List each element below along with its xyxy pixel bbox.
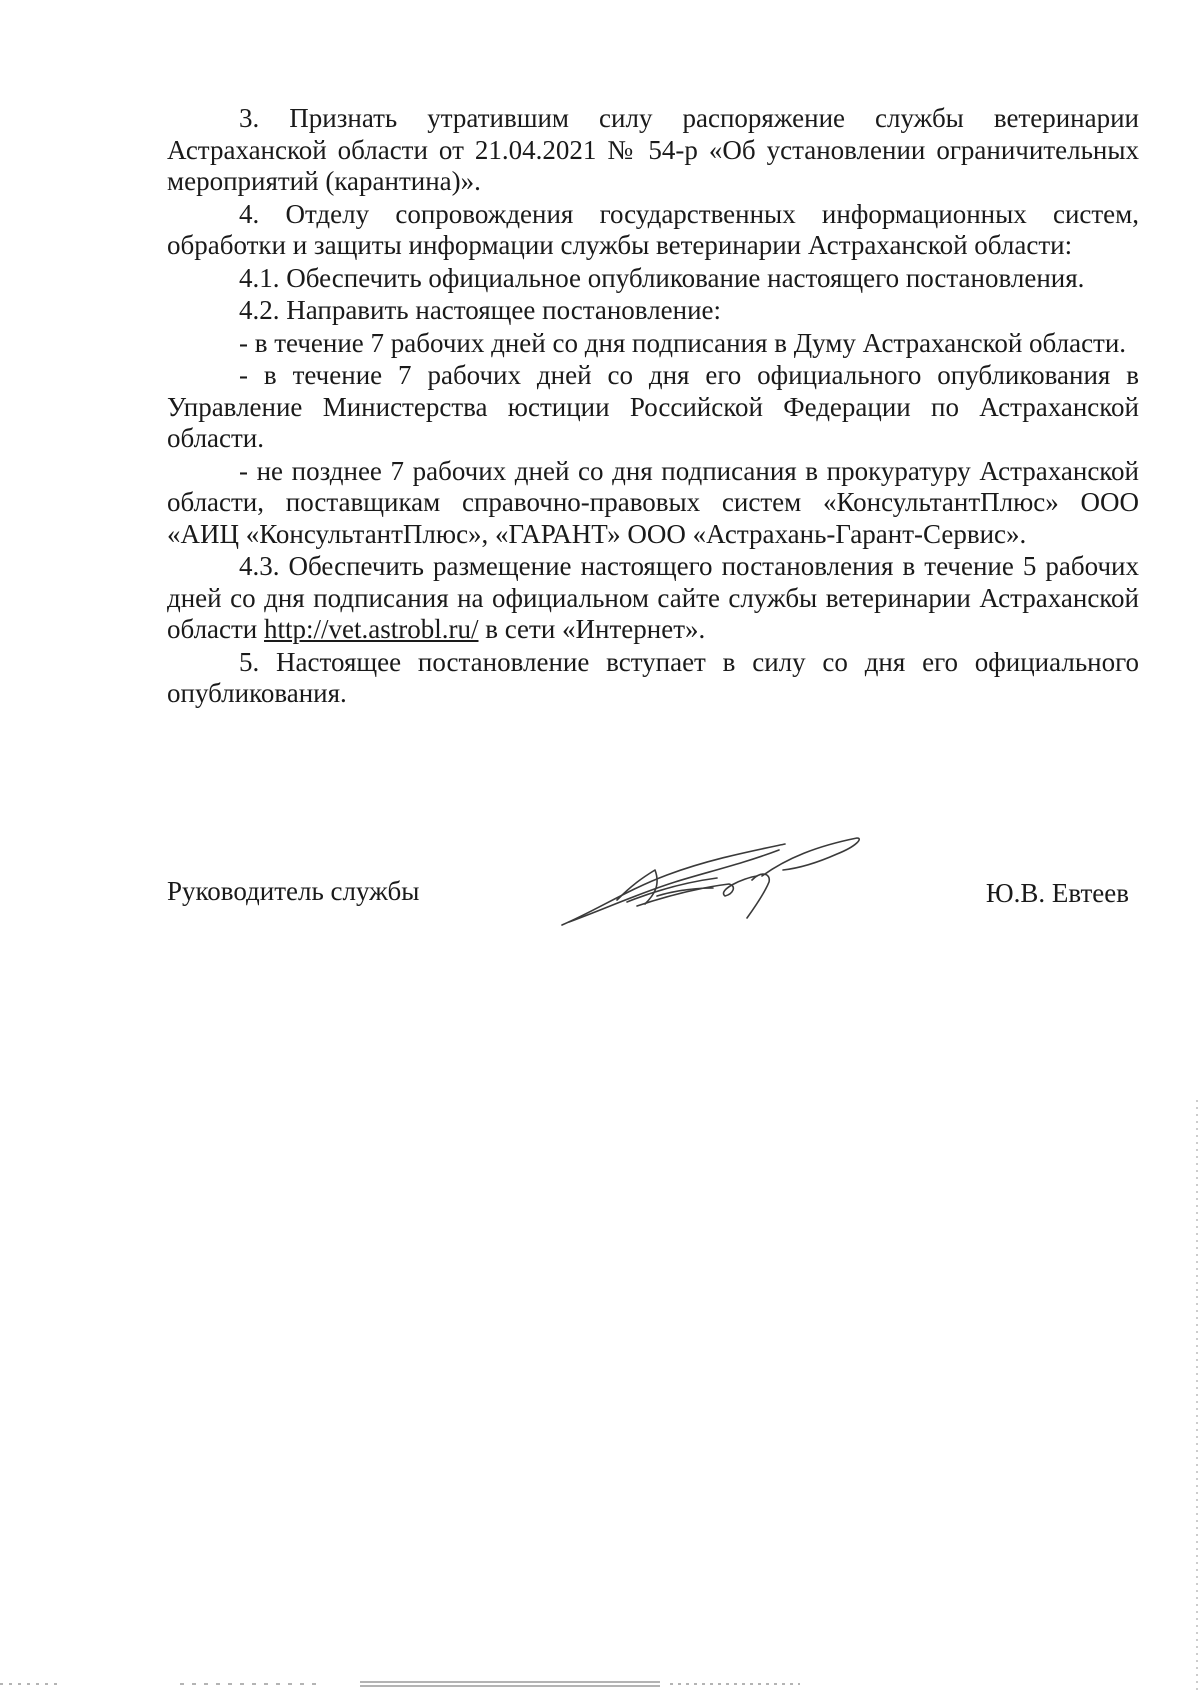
paragraph-4-3-text: 4.3. Обеспечить размещение настоящего постановления в течение 5 рабочих дней со дня подписания на официальном сайте службы ветеринарии Астраханской области [167,551,1139,644]
handwritten-signature [557,830,877,930]
website-link[interactable]: http://vet.astrobl.ru/ [264,614,479,644]
paragraph-4-2-item-ministry: - в течение 7 рабочих дней со дня его официального опубликования в Управление Министерства юстиции Российской Федерации по Астраханской области. [167,360,1139,453]
paragraph-4-3 [167,551,1139,646]
paragraph-4: 4. Отделу сопровождения государственных информационных систем, обработки и защиты информации службы ветеринарии Астраханской области: [167,198,1139,260]
paragraph-3: 3. Признать утратившим силу распоряжение службы ветеринарии Астраханской области от 21.04.2021 № 54-р «Об установлении ограничительных мероприятий (карантина)». [167,103,1139,196]
paragraph-4-2-item-prosecutor: - не позднее 7 рабочих дней со дня подписания в прокуратуру Астраханской области, поставщикам справочно-правовых систем «КонсультантПлюс» ООО «АИЦ «КонсультантПлюс», «ГАРАНТ» ООО «Астрахань-Гарант-Сервис». [167,455,1139,549]
signatory-name: Ю.В. Евтеев [985,878,1129,908]
scan-bottom-artifact [0,1676,1200,1690]
document-body [167,103,1139,711]
scan-edge-artifact [1192,1100,1200,1690]
paragraph-4-2-item-duma: - в течение 7 рабочих дней со дня подписания в Думу Астраханской области. [239,327,1127,358]
paragraph-4-2: 4.2. Направить настоящее постановление: [239,295,722,325]
signature-block [167,870,1139,950]
paragraph-4-1: 4.1. Обеспечить официальное опубликование настоящего постановления. [239,262,1085,293]
signatory-position: Руководитель службы [167,876,420,906]
paragraph-5: 5. Настоящее постановление вступает в силу со дня его официального опубликования. [167,646,1139,708]
paragraph-4-3-tail: в сети «Интернет». [478,614,706,644]
